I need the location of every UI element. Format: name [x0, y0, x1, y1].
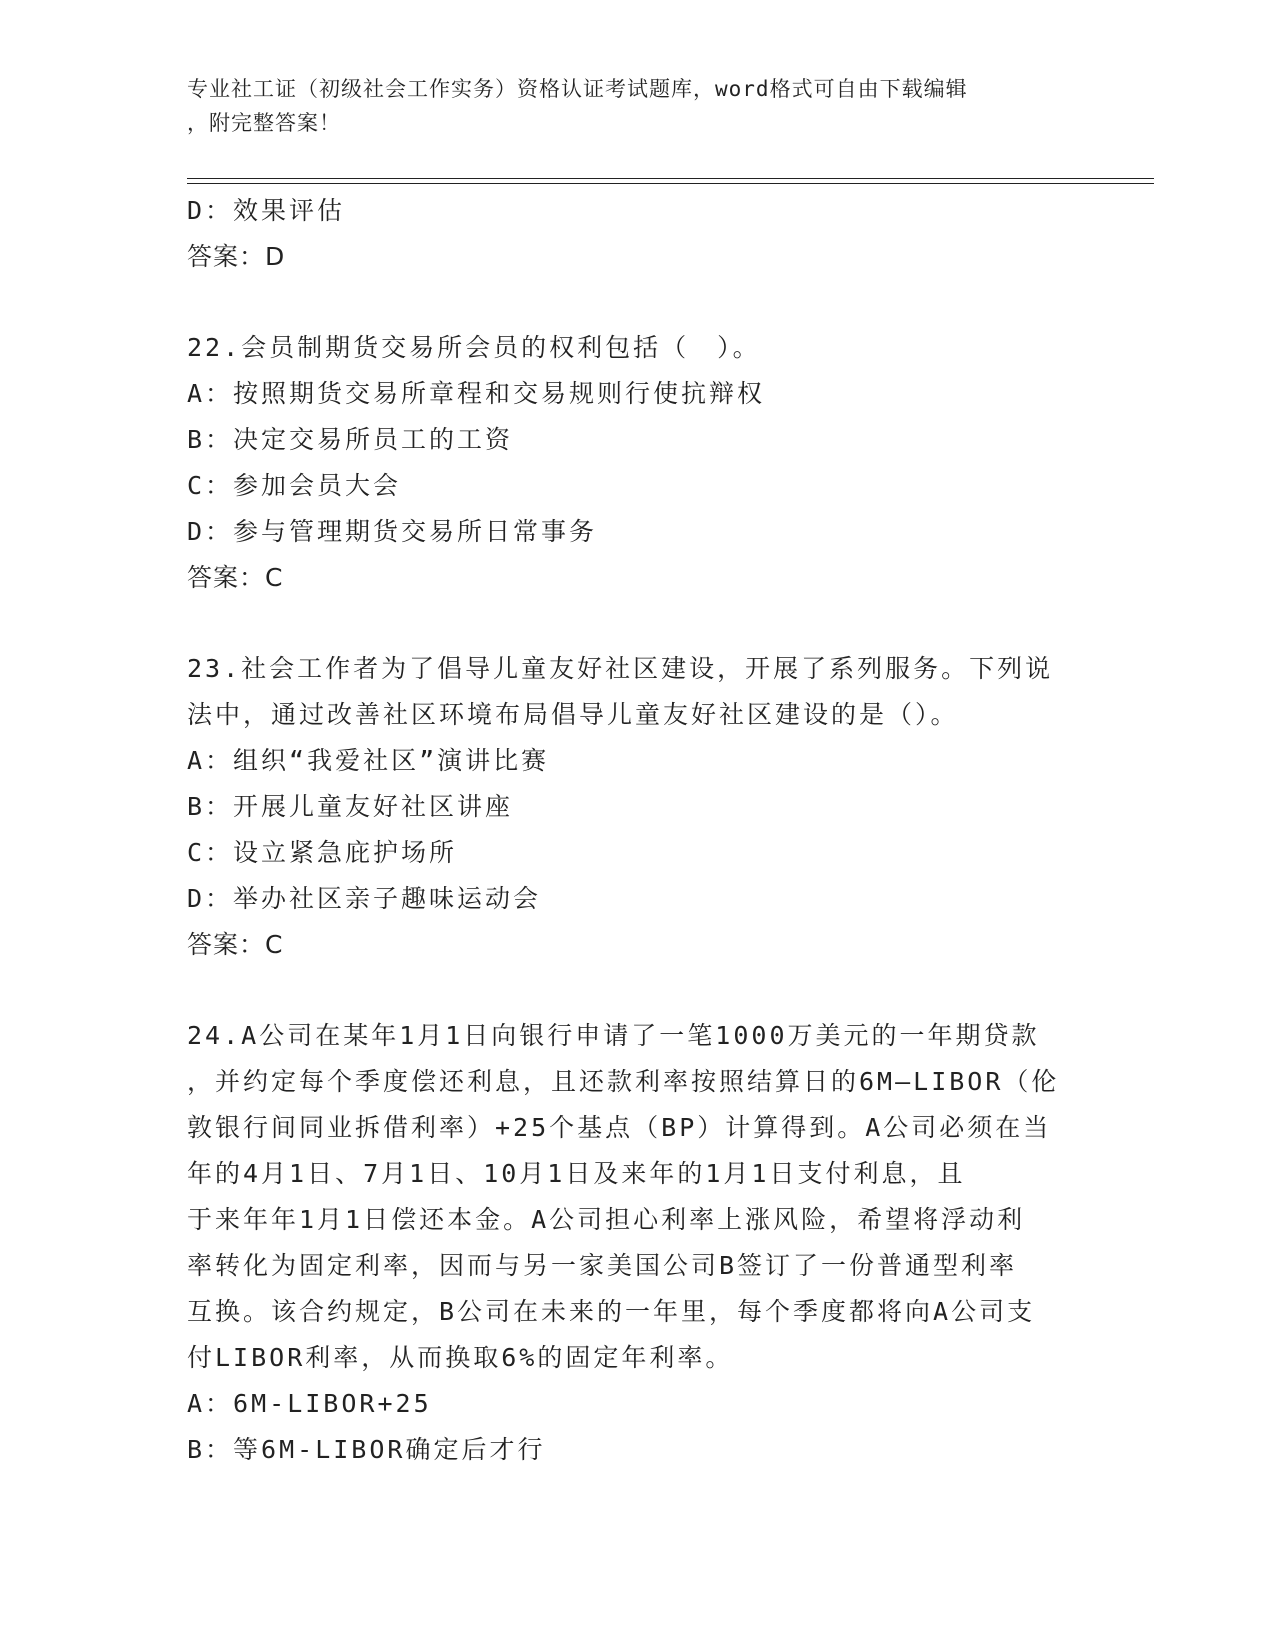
question-stem-line: 法中，通过改善社区环境布局倡导儿童友好社区建设的是（）。 — [187, 700, 959, 729]
answer-line: 答案：D — [187, 242, 286, 271]
header-line-2: ，附完整答案！ — [187, 111, 341, 135]
header-divider-top — [187, 178, 1154, 179]
question-23 — [187, 646, 1087, 968]
header-line-1: 专业社工证（初级社会工作实务）资格认证考试题库，word格式可自由下载编辑 — [187, 77, 968, 101]
question-stem-line: 23.社会工作者为了倡导儿童友好社区建设，开展了系列服务。下列说 — [187, 654, 1054, 683]
option-a: A：按照期货交易所章程和交易规则行使抗辩权 — [187, 379, 766, 408]
question-stem-line: 年的4月1日、7月1日、10月1日及来年的1月1日支付利息，且 — [187, 1159, 966, 1188]
option-b: B：开展儿童友好社区讲座 — [187, 792, 514, 821]
document-header — [187, 72, 1067, 140]
question-stem-line: 互换。该合约规定，B公司在未来的一年里，每个季度都将向A公司支 — [187, 1297, 1036, 1326]
option-b: B：等6M-LIBOR确定后才行 — [187, 1435, 546, 1464]
question-list — [187, 188, 1087, 1473]
option-a: A：6M-LIBOR+25 — [187, 1389, 432, 1418]
option-c: C：参加会员大会 — [187, 471, 402, 500]
question-stem-line: 于来年年1月1日偿还本金。A公司担心利率上涨风险，希望将浮动利 — [187, 1205, 1026, 1234]
question-stem-line: 率转化为固定利率，因而与另一家美国公司B签订了一份普通型利率 — [187, 1251, 1018, 1280]
question-stem-line: 24.A公司在某年1月1日向银行申请了一笔1000万美元的一年期贷款 — [187, 1021, 1040, 1050]
question-gap — [187, 601, 1087, 646]
answer-line: 答案：C — [187, 563, 284, 592]
option-a: A：组织“我爱社区”演讲比赛 — [187, 746, 550, 775]
question-22 — [187, 325, 1087, 601]
question-gap — [187, 968, 1087, 1013]
option-c: C：设立紧急庇护场所 — [187, 838, 458, 867]
header-divider-bottom — [187, 183, 1154, 184]
question-gap — [187, 280, 1087, 325]
option-d: D：效果评估 — [187, 196, 346, 225]
option-d: D：举办社区亲子趣味运动会 — [187, 884, 542, 913]
question-stem-line: 敦银行间同业拆借利率）+25个基点（BP）计算得到。A公司必须在当 — [187, 1113, 1052, 1142]
question-stem: 22.会员制期货交易所会员的权利包括（ ）。 — [187, 333, 761, 362]
answer-line: 答案：C — [187, 930, 284, 959]
option-d: D：参与管理期货交易所日常事务 — [187, 517, 598, 546]
question-stem-line: ，并约定每个季度偿还利息，且还款利率按照结算日的6M—LIBOR（伦 — [187, 1067, 1060, 1096]
question-stem-line: 付LIBOR利率，从而换取6%的固定年利率。 — [187, 1343, 734, 1372]
question-21-tail — [187, 188, 1087, 280]
question-24 — [187, 1013, 1087, 1473]
option-b: B：决定交易所员工的工资 — [187, 425, 514, 454]
